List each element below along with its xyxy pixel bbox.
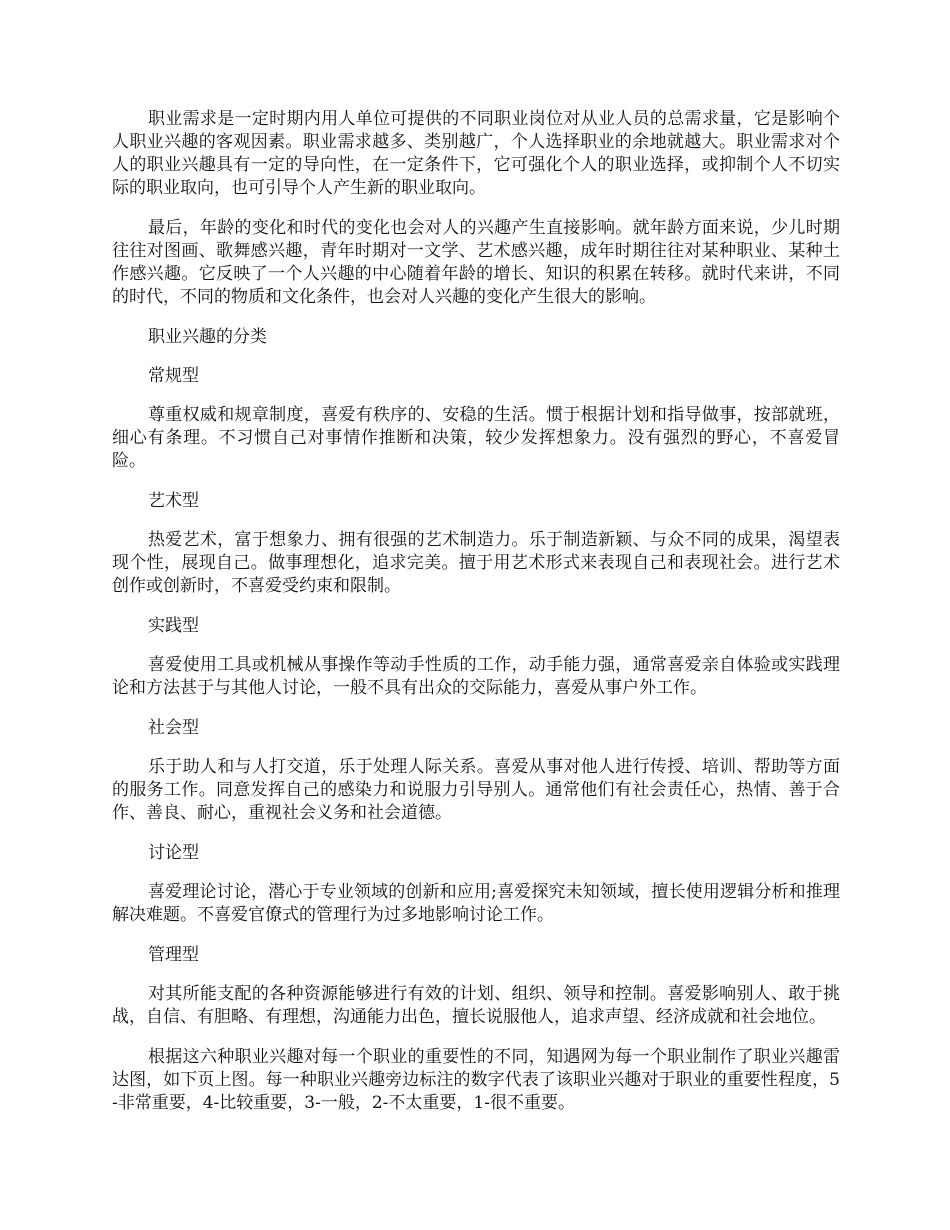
heading-classification: 职业兴趣的分类 — [148, 327, 267, 347]
paragraph-career-demand: 职业需求是一定时期内用人单位可提供的不同职业岗位对从业人员的总需求量，它是影响个人职业兴趣的客观因素。职业需求越多、类别越广，个人选择职业的余地就越大。职业需求对个人的职业兴趣具有一定的导向性，在一定条件下，它可强化个人的职业选择，或抑制个人不切实际的职业取向，也可引导个人产生新的职业取向。 — [112, 109, 840, 198]
heading-management: 管理型 — [148, 945, 199, 965]
paragraph-social: 乐于助人和与人打交道，乐于处理人际关系。喜爱从事对他人进行传授、培训、帮助等方面的服务工作。同意发挥自己的感染力和说服力引导别人。通常他们有社会责任心，热情、善于合作、善良、耐心，重视社会义务和社会道德。 — [112, 757, 840, 823]
document-body — [112, 108, 840, 1132]
paragraph-artistic: 热爱艺术，富于想象力、拥有很强的艺术制造力。乐于制造新颖、与众不同的成果，渴望表现个性，展现自己。做事理想化，追求完美。擅于用艺术形式来表现自己和表现社会。进行艺术创作或创新时，不喜爱受约束和限制。 — [112, 530, 840, 596]
paragraph-summary: 根据这六种职业兴趣对每一个职业的重要性的不同，知遇网为每一个职业制作了职业兴趣雷达图，如下页上图。每一种职业兴趣旁边标注的数字代表了该职业兴趣对于职业的重要性程度，5-非常重要，4-比较重要，3-一般，2-不太重要，1-很不重要。 — [112, 1047, 840, 1113]
paragraph-management: 对其所能支配的各种资源能够进行有效的计划、组织、领导和控制。喜爱影响别人、敢于挑战，自信、有胆略、有理想，沟通能力出色，擅长说服他人，追求声望、经济成就和社会地位。 — [112, 984, 840, 1027]
heading-discussion: 讨论型 — [148, 843, 199, 863]
heading-practical: 实践型 — [148, 616, 199, 636]
heading-social: 社会型 — [148, 718, 199, 738]
paragraph-practical: 喜爱使用工具或机械从事操作等动手性质的工作，动手能力强，通常喜爱亲自体验或实践理论和方法甚于与其他人讨论，一般不具有出众的交际能力，喜爱从事户外工作。 — [112, 655, 840, 698]
paragraph-conventional: 尊重权威和规章制度，喜爱有秩序的、安稳的生活。惯于根据计划和指导做事，按部就班，细心有条理。不习惯自己对事情作推断和决策，较少发挥想象力。没有强烈的野心，不喜爱冒险。 — [112, 405, 840, 471]
heading-conventional: 常规型 — [148, 366, 199, 386]
paragraph-age-and-era: 最后，年龄的变化和时代的变化也会对人的兴趣产生直接影响。就年龄方面来说，少儿时期往往对图画、歌舞感兴趣，青年时期对一文学、艺术感兴趣，成年时期往往对某种职业、某种土作感兴趣。它反映了一个人兴趣的中心随着年龄的增长、知识的积累在转移。就时代来讲，不同的时代，不同的物质和文化条件，也会对人兴趣的变化产生很大的影响。 — [112, 218, 840, 307]
heading-artistic: 艺术型 — [148, 491, 199, 511]
paragraph-discussion: 喜爱理论讨论，潜心于专业领域的创新和应用;喜爱探究未知领域，擅长使用逻辑分析和推理解决难题。不喜爱官僚式的管理行为过多地影响讨论工作。 — [112, 882, 840, 925]
